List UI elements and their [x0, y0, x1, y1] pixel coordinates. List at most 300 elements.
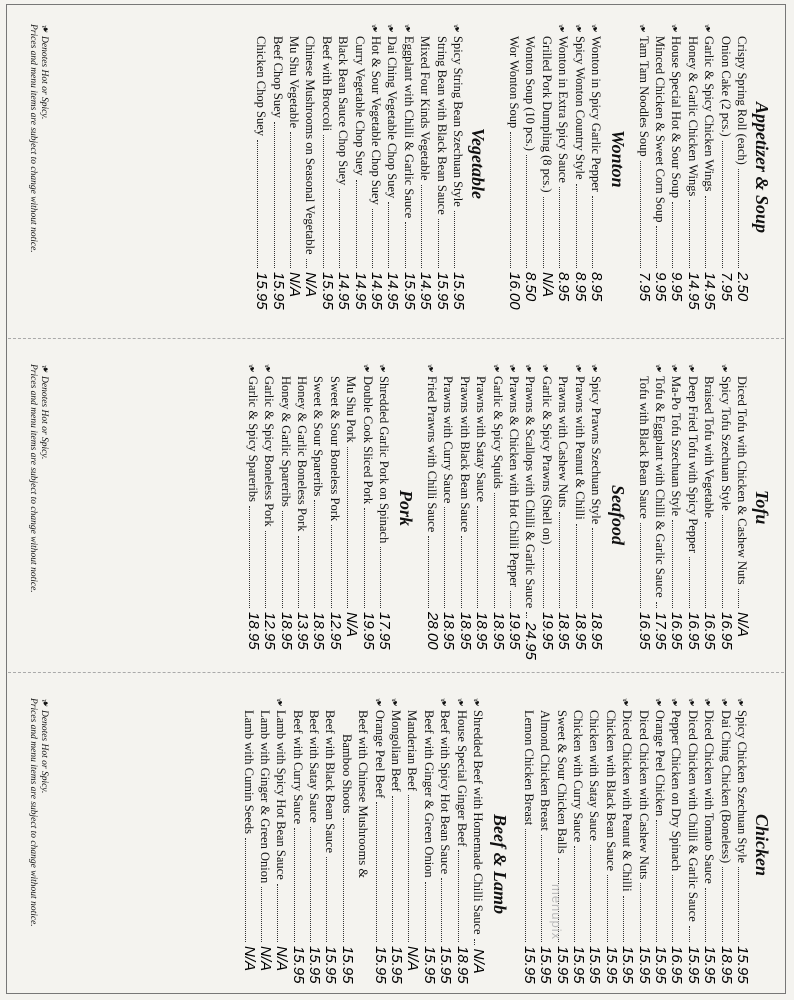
menu-item	[343, 364, 359, 664]
item-price: 18.95	[717, 946, 735, 984]
item-price: 12.95	[326, 612, 344, 650]
item-name: Garlic & Spicy Squids	[490, 376, 505, 489]
spacer	[686, 25, 692, 35]
menu-item	[667, 695, 686, 998]
chili-pepper-icon: ❧	[586, 361, 602, 376]
menu-item	[358, 361, 377, 664]
item-price: 15.95	[635, 946, 653, 984]
item-name: Spicy Tofu Szechuan Style	[718, 376, 733, 511]
chili-pepper-icon: ❧	[650, 695, 666, 710]
dot-leader	[356, 180, 357, 268]
menu-item	[338, 698, 354, 998]
item-name: Spicy Prawns Szechuan Style	[589, 376, 603, 525]
item-price: 15.95	[619, 946, 637, 984]
item-price: 8.95	[555, 272, 573, 302]
chili-pepper-icon: ❧	[667, 695, 683, 710]
item-price: 18.95	[489, 612, 507, 650]
item-price: 7.95	[635, 272, 653, 302]
dot-leader	[672, 875, 673, 942]
item-price: 14.95	[335, 272, 353, 310]
spacer	[279, 365, 285, 375]
item-price: N/A	[470, 948, 487, 974]
dot-leader	[261, 887, 262, 942]
menu-item	[289, 698, 305, 998]
item-price: 19.95	[359, 612, 377, 650]
item-price: 16.95	[635, 612, 653, 650]
item-name: Beef with Curry Sauce	[290, 710, 305, 825]
dot-leader	[576, 184, 577, 268]
dot-leader	[298, 536, 299, 608]
section-title-beef-lamb: Beef & Lamb	[490, 814, 510, 914]
item-price: 15.95	[433, 272, 451, 310]
menu-item	[586, 698, 602, 998]
item-price: 15.95	[338, 946, 356, 984]
item-name: Diced Tofu with Chicken & Cashew Nuts	[735, 376, 749, 585]
chili-pepper-icon: ❧	[243, 361, 259, 376]
spacer	[523, 25, 529, 35]
dot-leader	[438, 219, 439, 268]
chili-pepper-icon: ❧	[699, 21, 715, 36]
menu-item	[570, 21, 589, 324]
item-price: 19.95	[506, 612, 524, 650]
dot-leader	[323, 135, 324, 268]
item-name: Lemon Chicken Breast	[521, 710, 536, 826]
item-price: N/A	[273, 946, 291, 972]
item-price: N/A	[404, 946, 422, 972]
menu-item	[294, 364, 310, 664]
menu-item	[370, 695, 389, 998]
dot-leader	[705, 522, 706, 608]
dot-leader	[326, 857, 327, 942]
spacer	[303, 25, 309, 35]
menu-item	[553, 698, 569, 998]
dot-leader	[590, 845, 591, 942]
menu-item	[521, 361, 540, 664]
spacer	[604, 699, 610, 709]
item-price: 14.95	[384, 272, 402, 310]
dot-leader	[454, 211, 455, 268]
item-name: Grilled Pork Dumpling (8 pcs.)	[539, 36, 554, 193]
dot-leader	[421, 185, 422, 268]
menu-item	[504, 361, 524, 664]
menu-item	[716, 695, 735, 998]
dot-leader	[640, 523, 641, 608]
dot-leader	[592, 196, 593, 268]
dot-leader	[265, 531, 266, 608]
item-price: 15.95	[400, 272, 418, 310]
dot-leader	[372, 209, 373, 268]
dot-leader	[461, 536, 462, 608]
dot-leader	[543, 197, 544, 268]
item-price: 15.95	[684, 946, 702, 984]
item-name: Spicy Wonton Country Style	[572, 36, 587, 180]
menu-panel-3	[17, 684, 772, 1000]
item-name: Minced Chicken & Sweet Corn Soup	[653, 36, 668, 223]
menu-item	[386, 695, 406, 998]
item-name: Beef with Ginger & Green Onion	[421, 710, 436, 878]
item-price: 15.95	[253, 272, 271, 310]
menu-item	[326, 364, 342, 664]
spacer	[555, 699, 561, 709]
dot-leader	[347, 447, 348, 608]
menu-item	[652, 24, 668, 324]
chili-pepper-icon: ❧	[716, 361, 732, 376]
menu-item	[555, 364, 571, 664]
dot-leader	[277, 884, 278, 942]
spacer	[242, 699, 248, 709]
menu-item	[318, 24, 334, 324]
item-name: Orange Peel Beef	[372, 710, 387, 799]
item-name: String Bean with Black Bean Sauce	[434, 36, 449, 215]
item-price: 16.95	[717, 612, 735, 650]
menu-item	[602, 698, 618, 998]
dot-leader	[249, 506, 250, 608]
item-name: Tam Tam Noodles Soup	[636, 36, 651, 157]
chili-pepper-icon: ❧	[683, 361, 699, 376]
menu-item	[269, 24, 285, 324]
menu-item	[306, 698, 322, 998]
menu-item	[538, 24, 554, 324]
dot-leader	[672, 520, 673, 608]
item-price: 15.95	[269, 272, 287, 310]
spacer	[344, 365, 350, 375]
item-name: Manderian Beef	[405, 710, 420, 791]
dot-leader	[306, 259, 307, 269]
chili-pepper-icon: ❧	[272, 695, 288, 710]
item-price: 24.95	[522, 622, 540, 660]
section-tofu	[635, 361, 751, 664]
menu-item	[734, 24, 750, 324]
chili-pepper-icon: ❧	[358, 361, 374, 376]
dot-leader	[526, 612, 527, 618]
menu-item	[521, 698, 537, 998]
dot-leader	[428, 536, 429, 608]
spacer	[571, 699, 577, 709]
menu-item	[456, 364, 472, 664]
item-name: Dai Ching Vegetable Chop Suey	[385, 36, 400, 199]
item-name: Chicken Chop Suey	[254, 36, 269, 136]
chili-pepper-icon: ❧	[370, 695, 386, 710]
menu-item	[448, 21, 467, 324]
item-name: Diced Chicken with Tomato Sauce	[702, 710, 717, 884]
item-name: Orange Peel Chicken	[653, 710, 668, 817]
item-price: N/A	[734, 612, 751, 638]
dot-leader	[343, 818, 344, 942]
menu-item	[420, 698, 436, 998]
panel-divider	[8, 338, 784, 339]
menu-item	[650, 695, 670, 998]
chili-pepper-icon: ❧	[634, 21, 650, 36]
item-name: Spicy Chicken Szechuan Style	[735, 710, 749, 864]
item-price: 18.95	[571, 612, 589, 650]
item-price: 18.95	[440, 612, 458, 650]
dot-leader	[310, 827, 311, 942]
chili-pepper-icon: ❧	[36, 361, 52, 376]
menu-item	[522, 24, 538, 324]
menu-item	[286, 24, 302, 324]
chili-pepper-icon: ❧	[260, 361, 276, 376]
dot-leader	[274, 122, 275, 268]
section-title-seafood: Seafood	[608, 485, 628, 545]
item-price: 9.95	[668, 272, 686, 302]
item-name: Hot & Sour Vegetable Chop Suey	[369, 36, 384, 205]
menu-item	[433, 24, 449, 324]
dot-leader	[331, 525, 332, 608]
dot-leader	[392, 796, 393, 942]
item-name: Fried Prawns with Chilli Sauce	[425, 376, 440, 533]
dot-leader	[257, 140, 258, 268]
item-price: 15.95	[520, 946, 538, 984]
dot-leader	[576, 524, 577, 608]
section-vegetable	[253, 21, 467, 324]
item-price: N/A	[240, 946, 258, 972]
item-name: Prawns with Curry Sauce	[441, 376, 456, 504]
menu-item	[684, 24, 700, 324]
item-price: 15.95	[420, 946, 438, 984]
chili-pepper-icon: ❧	[667, 21, 683, 36]
item-price: 15.95	[570, 946, 588, 984]
item-price: 14.95	[417, 272, 435, 310]
dot-leader	[607, 875, 608, 942]
dot-leader	[738, 867, 739, 942]
item-name: Tofu & Eggplant with Chilli & Garlic Sauce	[653, 376, 668, 598]
item-name: Wonton in Extra Spicy Sauce	[556, 36, 571, 183]
menu-item	[488, 361, 507, 664]
item-name: Chicken with Satay Sauce	[587, 710, 602, 841]
item-price: 15.95	[450, 272, 467, 310]
spacer	[336, 25, 342, 35]
dot-leader	[474, 939, 475, 945]
item-price: N/A	[302, 272, 320, 298]
dot-leader	[425, 882, 426, 942]
chili-pepper-icon: ❧	[553, 21, 569, 36]
item-name: Sweet & Sour Spareribs	[311, 376, 326, 497]
chili-pepper-icon: ❧	[435, 695, 451, 710]
section-title-appetizer-soup: Appetizer & Soup	[752, 102, 772, 234]
item-price: 18.95	[310, 612, 328, 650]
dot-leader	[364, 508, 365, 608]
menu-item	[322, 698, 338, 998]
item-name: Almond Chicken Breast	[538, 710, 553, 831]
chili-pepper-icon: ❧	[386, 695, 402, 710]
chili-pepper-icon: ❧	[36, 695, 52, 710]
item-price: 2.50	[734, 272, 751, 302]
item-name: Diced Chicken with Peanut & Chilli	[620, 710, 635, 892]
section-appetizer-soup	[634, 21, 751, 324]
item-name: Mongolian Beef	[389, 710, 404, 792]
dot-leader	[541, 835, 542, 942]
item-name: Lamb with Spicy Hot Bean Sauce	[274, 710, 289, 880]
menu-panel-1	[17, 10, 772, 330]
menu-item	[537, 361, 556, 664]
menu-item	[635, 698, 651, 998]
chili-pepper-icon: ❧	[422, 361, 438, 376]
section-beef-lamb	[240, 695, 487, 998]
dot-leader	[672, 202, 673, 268]
section-chicken	[520, 695, 751, 998]
menu-item	[374, 361, 393, 664]
section-title-vegetable: Vegetable	[468, 128, 488, 199]
chili-pepper-icon: ❧	[732, 695, 748, 710]
item-name: Bamboo Shoots	[339, 734, 354, 814]
item-name: Prawns & Chicken with Hot Chilli Pepper	[507, 376, 522, 588]
item-price: N/A	[286, 272, 304, 298]
item-price: 15.95	[306, 946, 324, 984]
item-name: Garlic & Spicy Boneless Pork	[262, 376, 277, 527]
menu-item	[667, 361, 686, 664]
dot-leader	[494, 493, 495, 608]
chili-pepper-icon: ❧	[570, 21, 586, 36]
menu-item	[302, 24, 318, 324]
menu-item	[272, 695, 291, 998]
menu-item	[635, 364, 651, 664]
chili-pepper-icon: ❧	[537, 361, 553, 376]
dot-leader	[441, 878, 442, 942]
item-name: Lamb with Ginger & Green Onion	[257, 710, 272, 884]
menu-item	[335, 24, 351, 324]
spacer	[702, 365, 708, 375]
menu-panel-2	[17, 350, 772, 670]
item-name: Honey & Garlic Boneless Pork	[295, 376, 310, 532]
item-price: 15.95	[602, 946, 620, 984]
dot-leader	[314, 500, 315, 608]
item-price: 15.95	[437, 946, 455, 984]
spacer	[719, 25, 725, 35]
spacer	[637, 365, 643, 375]
item-price: 18.95	[453, 946, 471, 984]
menu-item	[277, 364, 293, 664]
dot-leader	[656, 226, 657, 268]
chili-pepper-icon: ❧	[667, 361, 683, 376]
spacer	[538, 699, 544, 709]
spacer	[458, 365, 464, 375]
dot-leader	[574, 846, 575, 942]
dot-leader	[510, 591, 511, 608]
item-price: 15.95	[586, 946, 604, 984]
item-name: Mu Shu Pork	[344, 376, 359, 443]
item-name: Chicken with Curry Sauce	[571, 710, 586, 843]
item-name: Prawns with Peanut & Chilli	[572, 376, 587, 520]
item-name: Tofu with Black Bean Sauce	[636, 376, 651, 519]
item-name: Eggplant with Chilli & Garlic Sauce	[401, 36, 416, 219]
section-title-tofu: Tofu	[752, 490, 772, 525]
section-pork	[243, 361, 393, 664]
item-name: Diced Chicken with Cashew Nuts	[636, 710, 651, 880]
item-name: Dai Ching Chicken (Boneless)	[718, 710, 733, 864]
dot-leader	[543, 548, 544, 608]
item-name: Prawns with Cashew Nuts	[556, 376, 571, 508]
item-price: 13.95	[294, 612, 312, 650]
footnote: ❧Denotes Hot or Spicy. Prices and menu items are subject to change without notice.	[28, 361, 52, 593]
spacer	[311, 365, 317, 375]
section-title-pork: Pork	[396, 490, 416, 526]
item-name: Chinese Mushrooms on Seasonal Vegetable	[303, 36, 318, 255]
spacer	[356, 699, 362, 709]
spacer	[422, 699, 428, 709]
item-name: Mu Shu Vegetable	[287, 36, 302, 129]
menu-item	[243, 361, 262, 664]
item-price: 12.95	[261, 612, 279, 650]
item-name: Garlic & Spicy Chicken Wings	[702, 36, 717, 192]
item-name: Honey & Garlic Chicken Wings	[685, 36, 700, 197]
item-price: N/A	[343, 612, 361, 638]
spacer	[435, 25, 441, 35]
spacer	[254, 25, 260, 35]
item-name: Honey & Garlic Spareribs	[278, 376, 293, 507]
dot-leader	[656, 602, 657, 608]
spacer	[307, 699, 313, 709]
chili-pepper-icon: ❧	[618, 695, 634, 710]
item-name: Beef with Spicy Hot Bean Sauce	[438, 710, 453, 875]
chili-pepper-icon: ❧	[521, 361, 537, 376]
dot-leader	[640, 883, 641, 942]
menu-item	[553, 21, 573, 324]
spacer	[353, 25, 359, 35]
spacer	[735, 365, 741, 375]
menu-item	[537, 698, 553, 998]
dot-leader	[738, 169, 739, 268]
dot-leader	[408, 795, 409, 942]
chili-pepper-icon: ❧	[570, 361, 586, 376]
item-name: Beef with Black Bean Sauce	[323, 710, 338, 854]
menu-item	[570, 361, 589, 664]
item-price: 15.95	[289, 946, 307, 984]
spacer	[295, 365, 301, 375]
dot-leader	[722, 867, 723, 942]
item-price: 15.95	[652, 946, 670, 984]
item-price: 15.95	[553, 946, 571, 984]
menu-item	[383, 21, 402, 324]
spacer	[320, 25, 326, 35]
dot-leader	[282, 511, 283, 608]
item-name: Beef Chop Suey	[270, 36, 285, 118]
item-price: 14.95	[351, 272, 369, 310]
item-price: 18.95	[244, 612, 262, 650]
item-name: Prawns with Satay Sauce	[474, 376, 489, 503]
item-name: Sweet & Sour Chicken Balls	[554, 710, 569, 854]
item-price: 16.00	[506, 272, 524, 310]
menu-item	[452, 695, 471, 998]
item-price: 15.95	[371, 946, 389, 984]
item-price: 7.95	[717, 272, 735, 302]
item-name: Deep Fried Tofu with Spicy Pepper	[685, 376, 700, 553]
section-title-chicken: Chicken	[752, 814, 772, 877]
dot-leader	[689, 926, 690, 942]
item-price: 16.95	[701, 612, 719, 650]
chili-pepper-icon: ❧	[366, 21, 382, 36]
menu-item	[468, 695, 487, 998]
item-name: Mixed Four Kinds Vegetable	[418, 36, 433, 181]
item-name: Diced Chicken with Chilli & Garlic Sauce	[685, 710, 700, 922]
chili-pepper-icon: ❧	[468, 695, 484, 710]
footnote: ❧Denotes Hot or Spicy. Prices and menu items are subject to change without notice.	[28, 695, 52, 927]
item-name: Shredded Beef with Homemade Chilli Sauce	[471, 710, 485, 935]
menu-item	[260, 361, 279, 664]
dot-leader	[477, 506, 478, 608]
menu-item	[440, 364, 456, 664]
menu-item	[240, 698, 256, 998]
item-price: 15.95	[734, 946, 751, 984]
menu-item	[634, 21, 653, 324]
item-name: Onion Cake (2 pcs.)	[718, 36, 733, 137]
item-name: Beef with Chinese Mushrooms &	[356, 710, 371, 879]
spacer	[507, 25, 513, 35]
menu-item	[351, 24, 367, 324]
dot-leader	[380, 547, 381, 608]
spacer	[556, 365, 562, 375]
item-price: 16.95	[668, 946, 686, 984]
chili-pepper-icon: ❧	[699, 695, 715, 710]
